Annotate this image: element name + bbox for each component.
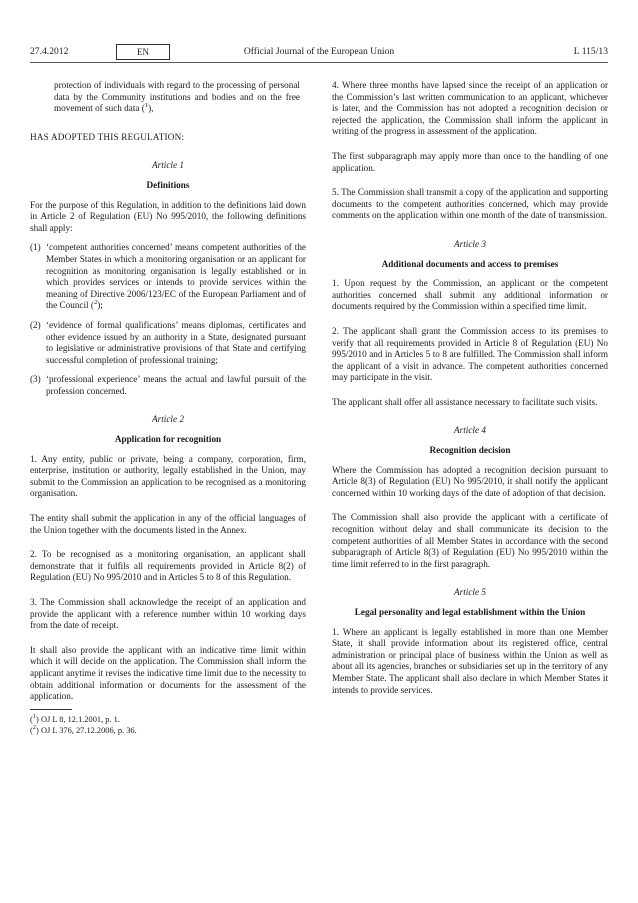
header-divider [30,62,608,63]
footnote: ($^1$) OJ L 8, 12.1.2001, p. 1. [30,712,120,724]
language-badge: EN [116,44,170,60]
article-paragraph: 2. To be recognised as a monitoring organisation, an applicant shall demonstrate that it fulfils all requirements provided in Article 8(2) of Regulation (EU) No 995/2010 and in Articles 5 to 8 of this Regulation. [30,549,306,583]
article-5-number: Article 5 [454,587,486,598]
article-paragraph: 1. Where an applicant is legally established in more than one Member State, it shall provide information about its registered office, central administration or principal place of business within the Union as well as about all its agencies, branches or subsidiaries set up in the territory of any Member State. The applicant shall also declare in which Member States it intends to provide services. [332,626,608,695]
article-1-title: Definitions [146,179,190,190]
article-paragraph: 5. The Commission shall transmit a copy of the application and supporting documents to the competent authorities concerned, which may provide comments on the application within one month of the date of transmission. [332,187,608,221]
article-paragraph: The entity shall submit the application in any of the official languages of the Union together with the documents listed in the Annex. [30,513,306,535]
article-paragraph: 4. Where three months have lapsed since the receipt of an application or the Commission’s last written communication to an applicant, whichever is later, and the Commission has not adopted a recognition decision or rejected the application, the Commission shall inform the applicant in writing of the progress in assessment of the application. [332,80,608,137]
right-column [332,80,608,696]
journal-title: Official Journal of the European Union [243,46,395,57]
definition-label: (2) [30,319,41,330]
adopted-statement: HAS ADOPTED THIS REGULATION: [30,131,185,142]
definition-item [30,374,306,397]
definition-item [30,320,306,366]
article-paragraph: The applicant shall offer all assistance necessary to facilitate such visits. [332,396,598,407]
definition-label: (3) [30,374,41,385]
article-2-number: Article 2 [152,414,184,425]
footnote: ($^2$) OJ L 376, 27.12.2006, p. 36. [30,723,137,735]
article-paragraph: 1. Any entity, public or private, being a company, corporation, firm, enterprise, institution or authority, legally established in the Union, may submit to the Commission an application to be recognised as a monitoring organisation. [30,453,306,499]
article-4-number: Article 4 [454,425,486,436]
page-reference: L 115/13 [573,46,608,57]
page-header [30,44,608,60]
article-3-title: Additional documents and access to premises [381,258,559,269]
article-1-number: Article 1 [152,160,184,171]
article-paragraph: 1. Upon request by the Commission, an applicant or the competent authorities concerned shall submit any additional information or documents required by the Commission within a specified time limit. [332,278,608,312]
article-1-lead: For the purpose of this Regulation, in addition to the definitions laid down in Article 2 of Regulation (EU) No 995/2010, the following definitions shall apply: [30,199,306,233]
article-paragraph: The Commission shall also provide the applicant with a certificate of recognition without delay and shall communicate its decision to the competent authorities of all Member States in accordance with the second subparagraph of Article 8(3) of Regulation (EU) No 995/2010 within the time limit referred to in the first paragraph. [332,512,608,569]
left-column [30,80,306,736]
article-2-title: Application for recognition [114,434,222,445]
footnote-divider [30,709,72,710]
article-paragraph: Where the Commission has adopted a recognition decision pursuant to Article 8(3) of Regulation (EU) No 995/2010, it shall notify the applicant concerned within 10 working days of the date of adoption of that decision. [332,464,608,498]
article-3-number: Article 3 [454,238,486,249]
article-paragraph: 2. The applicant shall grant the Commission access to its premises to verify that all requirements provided in Article 8 of Regulation (EU) No 995/2010 and in Articles 5 to 8 are fulfilled. The Commission shall inform the applicant of a visit in advance. The competent authorities concerned may participate in the visit. [332,325,608,383]
article-4-title: Recognition decision [429,445,511,456]
definition-item [30,242,306,312]
article-5-title: Legal personality and legal establishment within the Union [354,607,586,617]
intro-paragraph: protection of individuals with regard to the processing of personal data by the Community institutions and bodies and on the free movement of such data ($^1$), [54,80,300,114]
definition-text: ‘professional experience’ means the actual and lawful pursuit of the profession concerned. [46,374,306,396]
definition-label: (1) [30,242,41,253]
definition-text: ‘competent authorities concerned’ means competent authorities of the Member States in which a monitoring organisation or an applicant for recognition as monitoring organisation is legally established or in which provides services or intends to provide services within the meaning of Directive 2006/123/EC of the European Parliament and of the Council ($^2$); [46,242,306,311]
article-paragraph: The first subparagraph may apply more than once to the handling of one application. [332,150,608,173]
publication-date: 27.4.2012 [30,46,69,57]
article-paragraph: 3. The Commission shall acknowledge the receipt of an application and provide the applicant with a reference number within 10 working days from the date of receipt. [30,597,306,631]
definition-text: ‘evidence of formal qualifications’ means diplomas, certificates and other evidence issued by an authority in a State, designated pursuant to legislative or administrative provisions of that State and certifying successful completion of professional training; [46,319,306,365]
article-paragraph: It shall also provide the applicant with an indicative time limit within which it will decide on the application. The Commission shall inform the applicant anytime it revises the indicative time limit due to the necessity to obtain additional information or documents for the assessment of the application. [30,644,306,702]
